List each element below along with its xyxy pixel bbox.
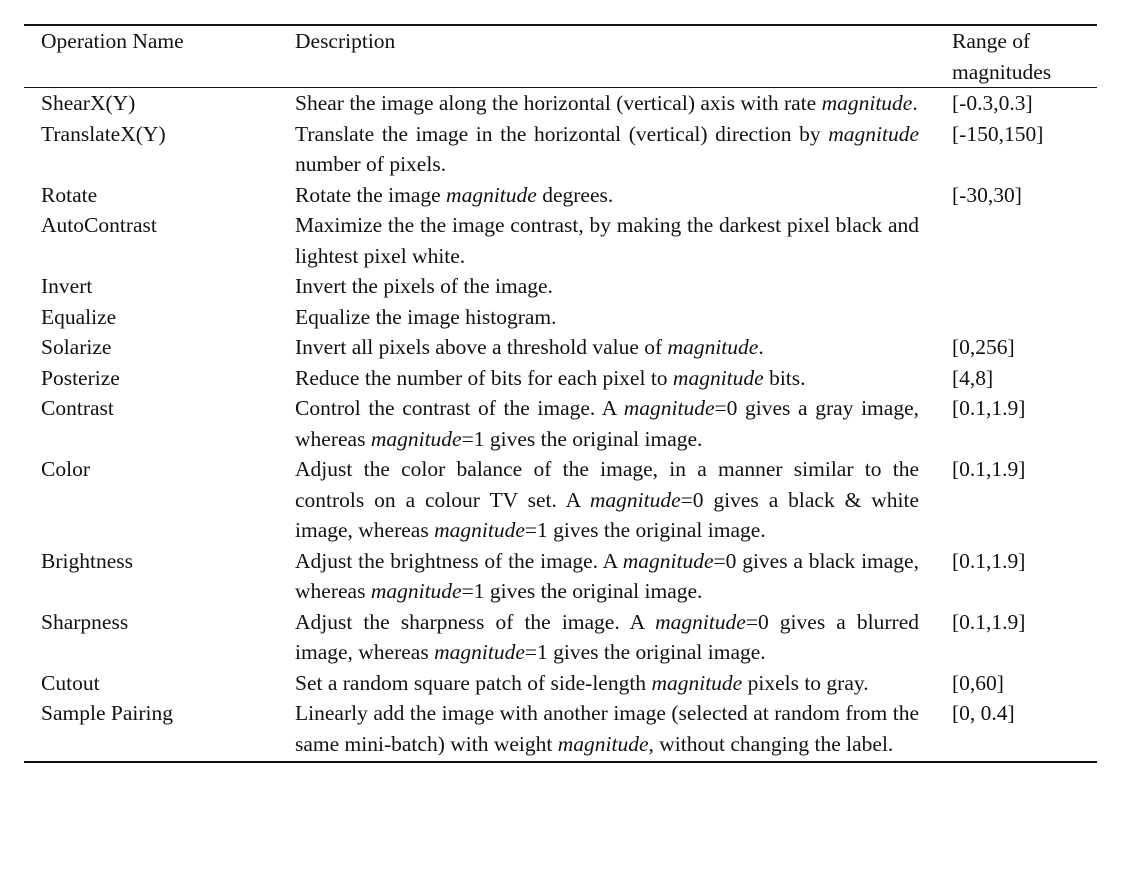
magnitude-range-cell: [0,60] <box>952 670 1004 695</box>
description-text: Shear the image along the horizontal (vertical) axis with rate <box>295 91 822 115</box>
table-row <box>24 454 1097 546</box>
description-italic-term: magnitude <box>370 426 462 451</box>
description-text: Control the contrast of the image. A <box>295 396 624 420</box>
table-row <box>24 668 1097 699</box>
table-header <box>24 25 1097 88</box>
magnitude-range-cell <box>947 210 1097 271</box>
table-row <box>24 88 1097 119</box>
header-description: Description <box>295 29 396 53</box>
description-text: =1 gives the original image. <box>524 640 766 664</box>
description-text: =0 gives a blurred image, whereas <box>295 609 919 664</box>
header-range-line1: Range of <box>952 29 1031 53</box>
description-italic-term: magnitude <box>434 518 525 542</box>
description-text: pixels to gray. <box>742 670 869 695</box>
description-text: bits. <box>763 365 806 390</box>
description-text: Maximize the the image contrast, by making the darkest pixel black and lightest pixel white. <box>295 213 919 268</box>
operation-name-cell: Posterize <box>41 365 120 390</box>
header-operation-name: Operation Name <box>41 29 184 53</box>
description-italic-term: magnitude <box>672 365 764 390</box>
description-cell <box>295 180 947 211</box>
description-text: =0 gives a gray image, whereas <box>295 396 919 451</box>
table-row <box>24 180 1097 211</box>
operation-name-cell: AutoContrast <box>41 213 157 237</box>
magnitude-range-cell: [0.1,1.9] <box>952 457 1026 481</box>
description-text: =1 gives the original image. <box>524 518 766 542</box>
description-text: . <box>912 91 918 115</box>
table-row <box>24 546 1097 607</box>
description-text: Set a random square patch of side-length <box>295 670 652 695</box>
operation-name-cell: Color <box>41 457 90 481</box>
magnitude-range-cell: [0.1,1.9] <box>952 396 1026 420</box>
description-text: Translate the image in the horizontal (vertical) direction by <box>295 121 829 146</box>
operation-name-cell: Equalize <box>41 304 117 329</box>
operation-name-cell: Contrast <box>41 396 114 420</box>
description-italic-term: magnitude <box>828 121 919 146</box>
header-row <box>24 25 1097 88</box>
description-text: =1 gives the original image. <box>461 426 703 451</box>
description-cell <box>295 88 947 119</box>
description-italic-term: magnitude <box>557 731 649 756</box>
magnitude-range-cell: [-30,30] <box>952 182 1022 207</box>
description-text: =0 gives a black image, whereas <box>295 548 919 603</box>
description-italic-term: magnitude <box>821 91 913 115</box>
table-row <box>24 271 1097 302</box>
operation-name-cell: Cutout <box>41 670 100 695</box>
table-row <box>24 393 1097 454</box>
description-italic-term: magnitude <box>446 182 537 207</box>
description-cell <box>295 546 947 607</box>
magnitude-range-cell <box>947 302 1097 333</box>
description-text: Reduce the number of bits for each pixel to <box>295 365 673 390</box>
header-range <box>947 25 1097 88</box>
description-cell <box>295 698 947 762</box>
description-cell <box>295 363 947 394</box>
magnitude-range-cell: [0,256] <box>952 335 1015 359</box>
description-italic-term: magnitude <box>651 670 743 695</box>
description-italic-term: magnitude <box>589 487 681 512</box>
description-cell <box>295 210 947 271</box>
description-text: Linearly add the image with another image (selected at random from the same mini-batch) with weight <box>295 701 919 756</box>
table-row <box>24 332 1097 363</box>
operation-name-cell: Rotate <box>41 182 98 207</box>
table-body <box>24 88 1097 763</box>
magnitude-range-cell <box>947 271 1097 302</box>
magnitude-range-cell: [-150,150] <box>952 121 1044 146</box>
description-cell <box>295 668 947 699</box>
description-text: =0 gives a black & white image, whereas <box>295 487 920 542</box>
description-text: Rotate the image <box>295 182 447 207</box>
description-text: . <box>758 335 764 359</box>
description-text: Adjust the color balance of the image, in a manner similar to the controls on a colour TV set. A <box>295 457 919 512</box>
operation-name-cell: Sample Pairing <box>41 701 173 725</box>
operation-name-cell: TranslateX(Y) <box>41 121 166 146</box>
description-cell <box>295 119 947 180</box>
description-cell <box>295 271 947 302</box>
description-cell <box>295 607 947 668</box>
table-row <box>24 210 1097 271</box>
description-cell <box>295 302 947 333</box>
table-row <box>24 119 1097 180</box>
table-row <box>24 698 1097 762</box>
operation-name-cell: Brightness <box>41 548 133 573</box>
description-text: =1 gives the original image. <box>461 579 703 603</box>
magnitude-range-cell: [0, 0.4] <box>952 701 1015 725</box>
description-italic-term: magnitude <box>622 548 714 573</box>
description-italic-term: magnitude <box>655 609 746 634</box>
magnitude-range-cell: [-0.3,0.3] <box>952 91 1033 115</box>
description-cell <box>295 393 947 454</box>
description-text: , without changing the label. <box>648 731 894 756</box>
description-cell <box>295 454 947 546</box>
operations-table-container <box>24 24 1097 763</box>
description-text: Adjust the brightness of the image. A <box>295 548 623 573</box>
operation-name-cell: ShearX(Y) <box>41 91 136 115</box>
description-text: Adjust the sharpness of the image. A <box>295 609 656 634</box>
magnitude-range-cell: [0.1,1.9] <box>952 609 1026 634</box>
table-row <box>24 607 1097 668</box>
operations-table <box>24 24 1097 763</box>
description-italic-term: magnitude <box>667 335 759 359</box>
description-italic-term: magnitude <box>623 396 715 420</box>
magnitude-range-cell: [4,8] <box>952 365 994 390</box>
description-text: Invert all pixels above a threshold value of <box>295 335 668 359</box>
operation-name-cell: Invert <box>41 274 93 298</box>
description-cell <box>295 332 947 363</box>
table-row <box>24 302 1097 333</box>
table-row <box>24 363 1097 394</box>
description-italic-term: magnitude <box>434 640 525 664</box>
magnitude-range-cell: [0.1,1.9] <box>952 548 1026 573</box>
header-range-line2: magnitudes <box>952 59 1052 84</box>
description-text: Invert the pixels of the image. <box>295 274 553 298</box>
operation-name-cell: Solarize <box>41 335 112 359</box>
description-italic-term: magnitude <box>370 579 462 603</box>
description-text: degrees. <box>536 182 614 207</box>
description-text: number of pixels. <box>295 152 447 176</box>
description-text: Equalize the image histogram. <box>295 304 557 329</box>
operation-name-cell: Sharpness <box>41 609 129 634</box>
